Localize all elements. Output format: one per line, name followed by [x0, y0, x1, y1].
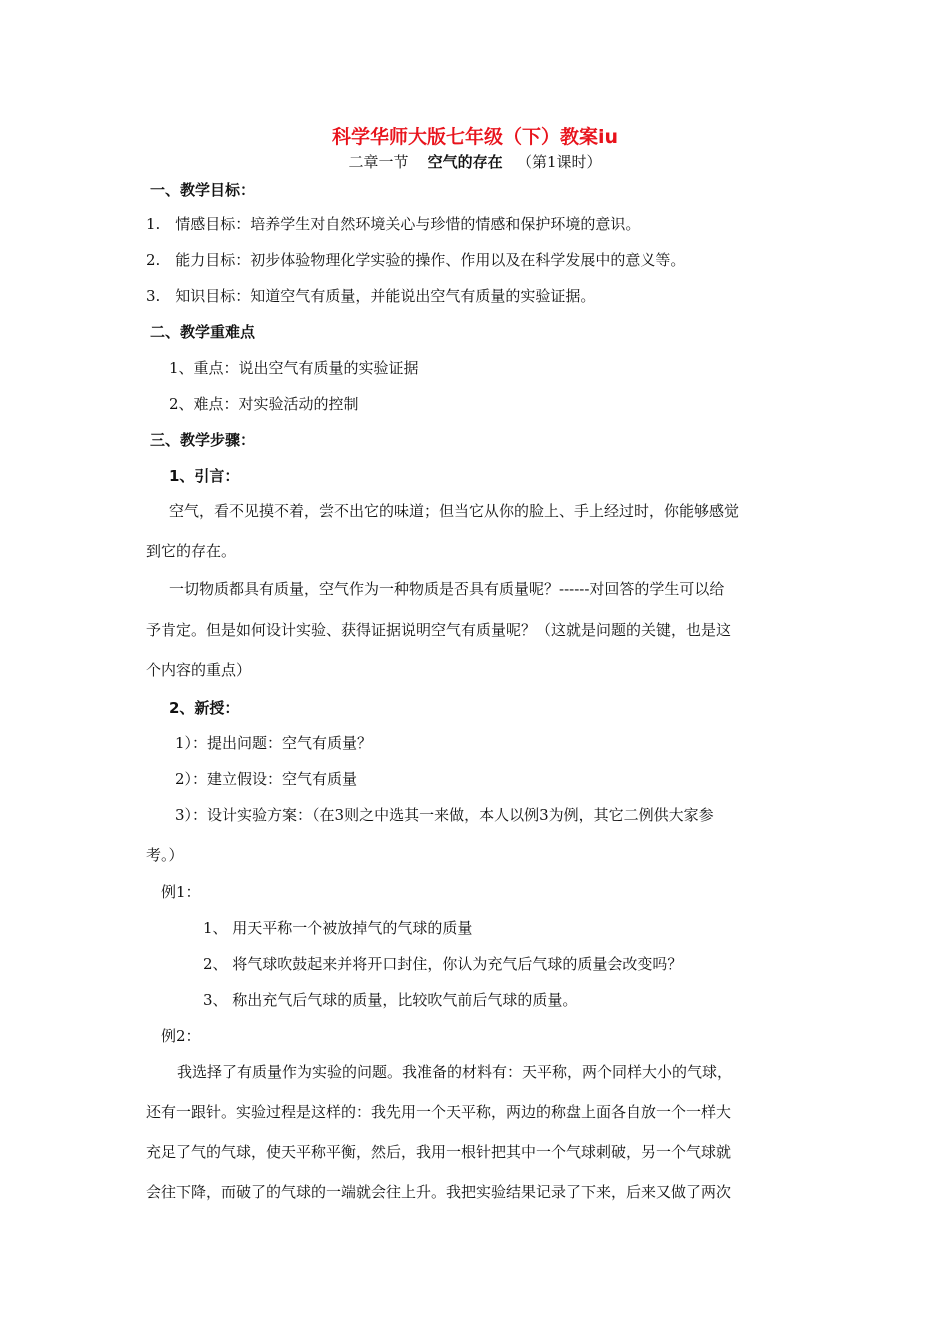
- intro-paragraph-1-cont: 到它的存在。: [146, 542, 237, 560]
- example-2-heading: 例2：: [161, 1027, 201, 1045]
- step-item: 3）：设计实验方案：（在3则之中选其一来做，本人以例3为例，其它二例供大家参: [175, 806, 714, 824]
- section-heading-steps: 三、教学步骤：: [150, 431, 256, 449]
- objective-item: 2. 能力目标：初步体验物理化学实验的操作、作用以及在科学发展中的意义等。: [146, 251, 686, 269]
- example-2-line: 充足了气的气球，使天平称平衡，然后，我用一根针把其中一个气球刺破，另一个气球就: [146, 1143, 732, 1161]
- section-heading-keypoints: 二、教学重难点: [150, 323, 256, 341]
- subtitle-topic: 空气的存在: [427, 153, 503, 171]
- objective-item: 3. 知识目标：知道空气有质量，并能说出空气有质量的实验证据。: [146, 287, 596, 305]
- intro-paragraph-2-cont: 个内容的重点）: [146, 661, 252, 679]
- intro-heading: 1、引言：: [169, 467, 240, 485]
- step-item: 1）：提出问题：空气有质量？: [175, 734, 373, 752]
- intro-paragraph-2: 一切物质都具有质量，空气作为一种物质是否具有质量呢？------对回答的学生可以给: [169, 580, 725, 598]
- keypoint-item: 1、重点：说出空气有质量的实验证据: [169, 359, 419, 377]
- step-item-cont: 考。）: [146, 846, 184, 864]
- example-2-line: 会往下降，而破了的气球的一端就会往上升。我把实验结果记录了下来，后来又做了两次: [146, 1183, 732, 1201]
- new-lesson-heading: 2、新授：: [169, 699, 240, 717]
- example-1-heading: 例1：: [161, 883, 201, 901]
- step-item: 2）：建立假设：空气有质量: [175, 770, 358, 788]
- objective-item: 1. 情感目标：培养学生对自然环境关心与珍惜的情感和保护环境的意识。: [146, 215, 641, 233]
- keypoint-item: 2、难点：对实验活动的控制: [169, 395, 359, 413]
- section-heading-objectives: 一、教学目标：: [150, 181, 256, 199]
- intro-paragraph-2-cont: 予肯定。但是如何设计实验、获得证据说明空气有质量呢？（这就是问题的关键，也是这: [146, 621, 732, 639]
- example-1-item: 2、 将气球吹鼓起来并将开口封住，你认为充气后气球的质量会改变吗？: [203, 955, 683, 973]
- subtitle-chapter: 二章一节: [348, 153, 409, 171]
- document-subtitle: [0, 152, 950, 172]
- example-1-item: 3、 称出充气后气球的质量，比较吹气前后气球的质量。: [203, 991, 578, 1009]
- subtitle-lesson: （第1课时）: [516, 153, 602, 171]
- example-1-item: 1、 用天平称一个被放掉气的气球的质量: [203, 919, 473, 937]
- example-2-line: 还有一跟针。实验过程是这样的：我先用一个天平称，两边的称盘上面各自放一个一样大: [146, 1103, 732, 1121]
- example-2-line: 我选择了有质量作为实验的问题。我准备的材料有：天平称，两个同样大小的气球，: [177, 1063, 733, 1081]
- document-title: 科学华师大版七年级（下）教案iu: [331, 126, 619, 148]
- intro-paragraph-1: 空气，看不见摸不着，尝不出它的味道；但当它从你的脸上、手上经过时，你能够感觉: [169, 502, 740, 520]
